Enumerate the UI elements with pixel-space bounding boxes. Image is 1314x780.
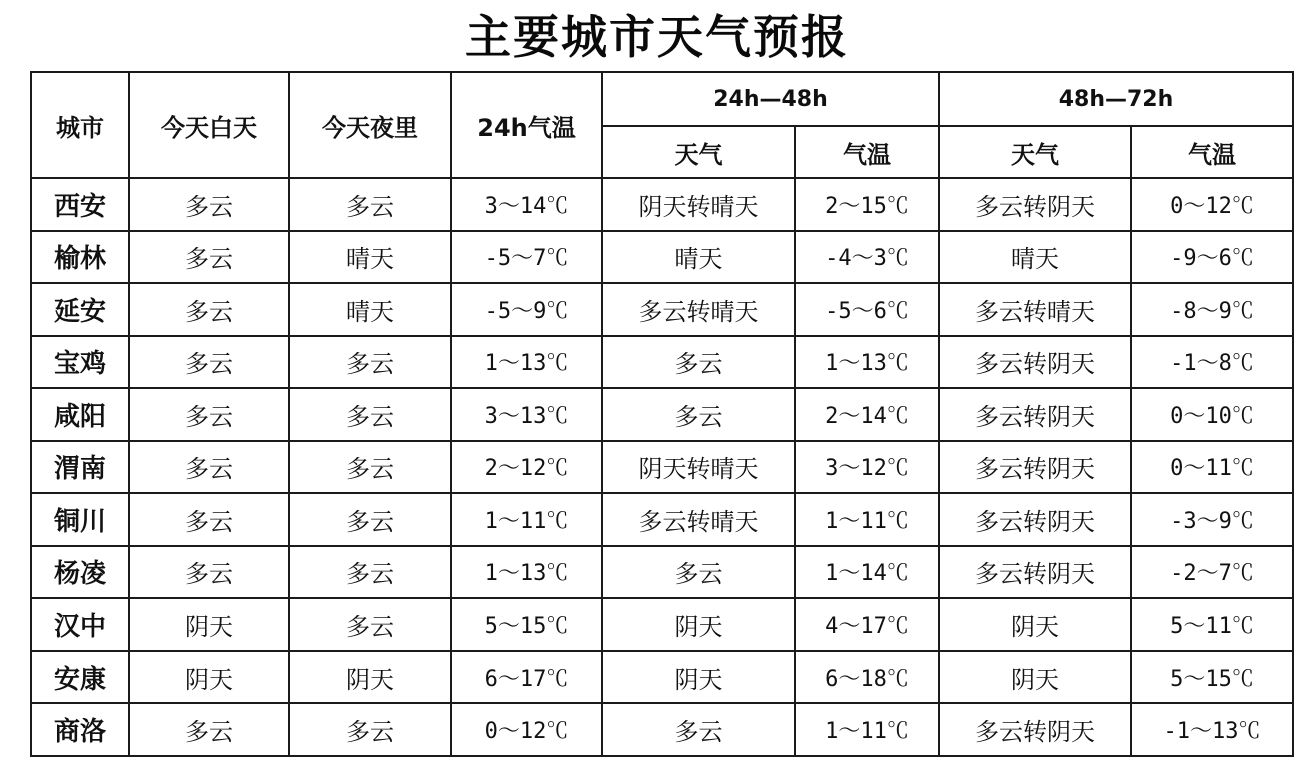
cell-temp-24-48: 1～11℃	[795, 493, 939, 546]
cell-temp-24h: 1～13℃	[451, 336, 602, 389]
cell-today-night: 晴天	[289, 283, 451, 336]
cell-city: 榆林	[31, 231, 129, 284]
cell-temp-48-72: -8～9℃	[1131, 283, 1293, 336]
cell-today-day: 阴天	[129, 598, 289, 651]
cell-temp-48-72: -9～6℃	[1131, 231, 1293, 284]
cell-temp-48-72: 0～10℃	[1131, 388, 1293, 441]
cell-temp-24h: 0～12℃	[451, 703, 602, 756]
cell-city: 咸阳	[31, 388, 129, 441]
header-today-night: 今天夜里	[289, 72, 451, 178]
cell-temp-24-48: 2～14℃	[795, 388, 939, 441]
cell-city: 汉中	[31, 598, 129, 651]
header-weather-24-48: 天气	[602, 126, 795, 178]
table-row	[31, 231, 1293, 284]
cell-temp-24-48: 6～18℃	[795, 651, 939, 704]
cell-temp-24h: 3～13℃	[451, 388, 602, 441]
table-row	[31, 283, 1293, 336]
cell-city: 安康	[31, 651, 129, 704]
cell-city: 西安	[31, 178, 129, 231]
cell-temp-24h: 3～14℃	[451, 178, 602, 231]
cell-weather-48-72: 阴天	[939, 598, 1131, 651]
cell-temp-24-48: 3～12℃	[795, 441, 939, 494]
header-temp-24h: 24h气温	[451, 72, 602, 178]
page-title: 主要城市天气预报	[465, 10, 849, 64]
cell-today-night: 多云	[289, 598, 451, 651]
cell-city: 铜川	[31, 493, 129, 546]
cell-weather-24-48: 晴天	[602, 231, 795, 284]
cell-today-night: 多云	[289, 493, 451, 546]
cell-temp-48-72: 5～15℃	[1131, 651, 1293, 704]
cell-today-day: 多云	[129, 703, 289, 756]
cell-temp-24h: -5～9℃	[451, 283, 602, 336]
table-body	[31, 178, 1293, 756]
cell-weather-48-72: 多云转阴天	[939, 388, 1131, 441]
forecast-table	[30, 71, 1294, 757]
cell-today-night: 阴天	[289, 651, 451, 704]
cell-weather-48-72: 多云转阴天	[939, 336, 1131, 389]
cell-weather-48-72: 多云转阴天	[939, 703, 1131, 756]
cell-temp-24-48: -5～6℃	[795, 283, 939, 336]
cell-weather-48-72: 多云转阴天	[939, 493, 1131, 546]
cell-temp-48-72: -3～9℃	[1131, 493, 1293, 546]
cell-temp-24-48: 1～13℃	[795, 336, 939, 389]
cell-temp-48-72: -1～13℃	[1131, 703, 1293, 756]
table-row	[31, 598, 1293, 651]
cell-weather-48-72: 多云转阴天	[939, 441, 1131, 494]
cell-weather-24-48: 多云	[602, 546, 795, 599]
header-weather-48-72: 天气	[939, 126, 1131, 178]
cell-today-night: 晴天	[289, 231, 451, 284]
table-row	[31, 546, 1293, 599]
table-row	[31, 336, 1293, 389]
cell-temp-48-72: -2～7℃	[1131, 546, 1293, 599]
cell-weather-24-48: 多云转晴天	[602, 493, 795, 546]
cell-city: 商洛	[31, 703, 129, 756]
header-row-top	[31, 72, 1293, 126]
table-row	[31, 441, 1293, 494]
table-row	[31, 703, 1293, 756]
cell-weather-24-48: 阴天	[602, 651, 795, 704]
cell-temp-24h: 6～17℃	[451, 651, 602, 704]
cell-weather-24-48: 多云转晴天	[602, 283, 795, 336]
cell-temp-24-48: 1～11℃	[795, 703, 939, 756]
header-temp-24-48: 气温	[795, 126, 939, 178]
cell-today-night: 多云	[289, 388, 451, 441]
cell-today-night: 多云	[289, 336, 451, 389]
cell-city: 宝鸡	[31, 336, 129, 389]
cell-weather-48-72: 晴天	[939, 231, 1131, 284]
header-group-24-48: 24h—48h	[602, 72, 939, 126]
cell-weather-48-72: 多云转晴天	[939, 283, 1131, 336]
cell-today-day: 多云	[129, 283, 289, 336]
header-today-day: 今天白天	[129, 72, 289, 178]
cell-today-day: 多云	[129, 231, 289, 284]
cell-temp-48-72: 5～11℃	[1131, 598, 1293, 651]
cell-temp-24h: -5～7℃	[451, 231, 602, 284]
cell-temp-24-48: 1～14℃	[795, 546, 939, 599]
cell-today-day: 多云	[129, 388, 289, 441]
cell-today-night: 多云	[289, 178, 451, 231]
cell-temp-24h: 1～11℃	[451, 493, 602, 546]
cell-weather-24-48: 阴天转晴天	[602, 441, 795, 494]
cell-today-night: 多云	[289, 546, 451, 599]
table-row	[31, 388, 1293, 441]
cell-weather-24-48: 多云	[602, 703, 795, 756]
cell-city: 延安	[31, 283, 129, 336]
cell-today-day: 多云	[129, 441, 289, 494]
cell-temp-48-72: 0～12℃	[1131, 178, 1293, 231]
cell-weather-24-48: 阴天转晴天	[602, 178, 795, 231]
cell-today-day: 多云	[129, 336, 289, 389]
table-row	[31, 178, 1293, 231]
cell-today-night: 多云	[289, 703, 451, 756]
cell-today-day: 多云	[129, 546, 289, 599]
cell-weather-48-72: 多云转阴天	[939, 546, 1131, 599]
header-city: 城市	[31, 72, 129, 178]
header-group-48-72: 48h—72h	[939, 72, 1293, 126]
cell-city: 渭南	[31, 441, 129, 494]
cell-weather-24-48: 阴天	[602, 598, 795, 651]
cell-today-day: 多云	[129, 493, 289, 546]
cell-today-night: 多云	[289, 441, 451, 494]
cell-temp-24h: 2～12℃	[451, 441, 602, 494]
cell-temp-24-48: -4～3℃	[795, 231, 939, 284]
table-row	[31, 651, 1293, 704]
cell-weather-48-72: 阴天	[939, 651, 1131, 704]
cell-temp-24h: 1～13℃	[451, 546, 602, 599]
cell-temp-48-72: 0～11℃	[1131, 441, 1293, 494]
cell-temp-24-48: 2～15℃	[795, 178, 939, 231]
cell-today-day: 多云	[129, 178, 289, 231]
cell-weather-48-72: 多云转阴天	[939, 178, 1131, 231]
cell-temp-48-72: -1～8℃	[1131, 336, 1293, 389]
cell-city: 杨凌	[31, 546, 129, 599]
cell-temp-24h: 5～15℃	[451, 598, 602, 651]
header-temp-48-72: 气温	[1131, 126, 1293, 178]
cell-weather-24-48: 多云	[602, 388, 795, 441]
cell-temp-24-48: 4～17℃	[795, 598, 939, 651]
cell-today-day: 阴天	[129, 651, 289, 704]
table-row	[31, 493, 1293, 546]
cell-weather-24-48: 多云	[602, 336, 795, 389]
